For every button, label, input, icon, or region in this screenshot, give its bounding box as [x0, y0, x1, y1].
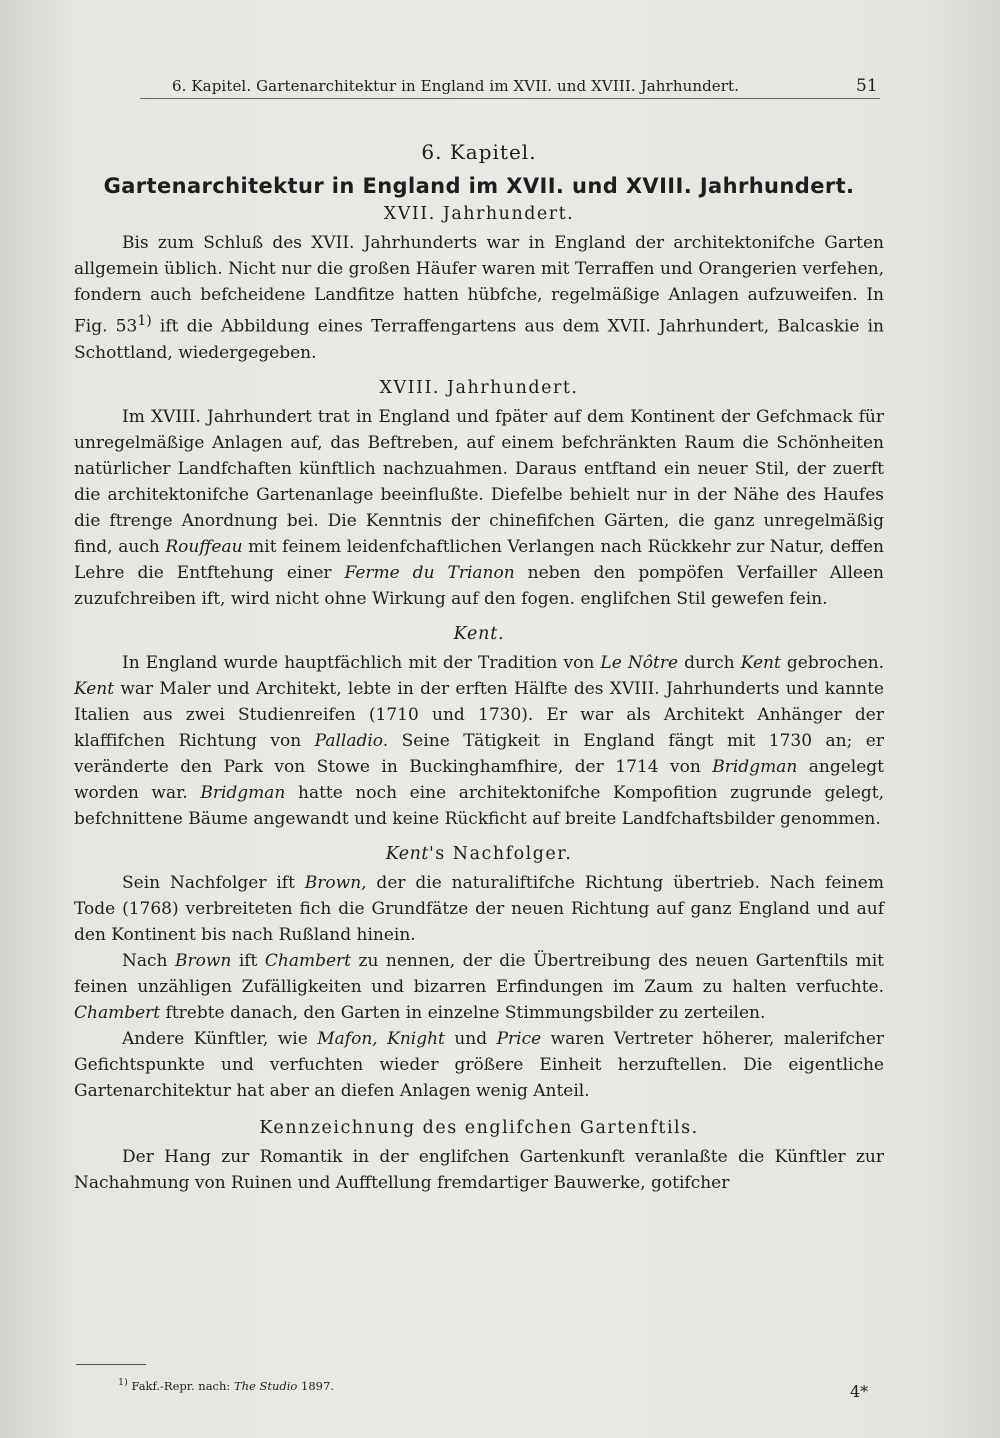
- text-run: Andere Künftler, wie: [122, 1028, 318, 1049]
- section-heading-xviii: XVIII. Jahrhundert.: [379, 377, 579, 398]
- chapter-title: Gartenarchitektur in England im XVII. und XVIII. Jahrhundert.: [103, 174, 855, 198]
- text-run: und: [444, 1028, 497, 1049]
- heading-name: Kent: [385, 843, 429, 864]
- footnote-year: 1897.: [301, 1378, 334, 1393]
- footnote-marker: 1): [118, 1377, 128, 1388]
- text-run: Im XVIII. Jahrhundert trat in England und fpäter auf dem Kontinent der Gefchmack für unregelmäßige Anlagen auf, das Beftreben, auf einem befchränkten Raum die Schönheiten natürlicher Landfchaften künftlich nachzuahmen. Daraus entftand ein neuer Stil, der zuerft die architektonifche Gartenanlage beeinflußte. Diefelbe behielt nur in der Nähe des Haufes die ftrenge Anordnung bei. Die Kenntnis der chinefifchen Gärten, die ganz unregelmäßig find, auch: [74, 406, 884, 557]
- paragraph-characteristics: Der Hang zur Romantik in der englifchen Gartenkunft veranlaßte die Künftler zur Nachahmung von Ruinen und Aufftellung fremdartiger Bauwerke, gotifcher: [74, 1146, 884, 1193]
- text-run: ftrebte danach, den Garten in einzelne Stimmungsbilder zu zerteilen.: [160, 1002, 766, 1023]
- footnote-text: Fakf.-Repr. nach:: [131, 1378, 231, 1393]
- person-name: Price: [496, 1028, 542, 1049]
- header-rule: [140, 98, 880, 99]
- text-run: mit feinem leidenfchaftlichen Verlangen nach Rückkehr zur Natur, deffen Lehre die Entftehung einer: [74, 536, 884, 583]
- main-text: [74, 140, 884, 1208]
- text-run: zu nennen, der die Übertreibung des neuen Gartenftils mit feinen unzähligen Zufälligkeiten und bizarren Erfindungen im Zaum zu halten verfuchte.: [74, 950, 884, 997]
- text-run: neben den pompöfen Verfailler Alleen zuzufchreiben ift, wird nicht ohne Wirkung auf den fogen. englifchen Stil gewefen fein.: [74, 562, 884, 609]
- text-run: ift die Abbildung eines Terraffengartens aus dem XVII. Jahrhundert, Balcaskie in Schottland, wiedergegeben.: [74, 316, 884, 363]
- paragraph-kent: [74, 650, 884, 832]
- text-run: Seine Tätigkeit in England fängt mit 1730 an; er veränderte den Park von Stowe in Buckinghamfhire, der 1714 von: [74, 730, 884, 777]
- paragraph-successors-3: [74, 1026, 884, 1104]
- footnote: [118, 1377, 334, 1393]
- person-name: Bridgman: [712, 756, 798, 777]
- text-run: hatte noch eine architektonifche Kompofition zugrunde gelegt, befchnittene Bäume angewandt und keine Rückficht auf breite Landfchaftsbilder genommen.: [74, 782, 885, 829]
- section-heading-xvii: XVII. Jahrhundert.: [383, 204, 575, 224]
- text-run: waren Vertreter höherer, malerifcher Gefichtspunkte und verfuchten wieder größere Einheit herzuftellen. Die eigentliche Gartenarchitektur hat aber an diefen Anlagen wenig Anteil.: [74, 1028, 885, 1101]
- person-name: Mafon,: [317, 1028, 378, 1049]
- person-name: Chambert: [264, 950, 351, 971]
- section-heading-successors: [74, 844, 884, 864]
- person-name: Brown,: [304, 872, 367, 893]
- person-name: Kent: [740, 652, 781, 673]
- text-run: In England wurde hauptfächlich mit der Tradition von: [122, 652, 601, 673]
- paragraph-successors-1: [74, 870, 884, 948]
- person-name: Chambert: [74, 1002, 161, 1023]
- place-name: Ferme du Trianon: [344, 562, 515, 583]
- text-run: der die naturaliftifche Richtung übertrieb. Nach feinem Tode (1768) verbreiteten fich die Grundfätze der neuen Richtung auf ganz England und auf den Kontinent bis nach Rußland hinein.: [74, 872, 884, 945]
- footnote-reference: 1): [137, 313, 152, 329]
- paragraph-successors-2: [74, 948, 884, 1026]
- chapter-number: 6. Kapitel.: [421, 140, 537, 164]
- footnote-rule: [76, 1364, 146, 1365]
- section-heading-kent: Kent.: [453, 623, 505, 644]
- text-run: gebrochen.: [780, 652, 884, 673]
- paragraph-xviii: [74, 404, 884, 612]
- person-name: Kent: [74, 678, 115, 699]
- text-run: Sein Nachfolger ift: [122, 872, 305, 893]
- paragraph-xvii: [74, 230, 884, 366]
- text-run: Nach: [122, 950, 175, 971]
- text-run: war Maler und Architekt, lebte in der erften Hälfte des XVIII. Jahrhunderts und kannte Italien aus zwei Studienreifen (1710 und 1730). Er war als Architekt Anhänger der klaffifchen Richtung von: [74, 678, 884, 751]
- signature-mark: 4*: [850, 1382, 869, 1401]
- person-name: Palladio.: [314, 730, 389, 751]
- person-name: Rouffeau: [165, 536, 243, 557]
- section-heading-characteristics: Kennzeichnung des englifchen Gartenftils.: [259, 1117, 699, 1138]
- text-run: ift: [231, 950, 265, 971]
- person-name: Brown: [174, 950, 232, 971]
- heading-rest: 's Nachfolger.: [428, 843, 573, 864]
- page-number: 51: [856, 76, 878, 96]
- footnote-source: The Studio: [233, 1378, 298, 1393]
- person-name: Bridgman: [200, 782, 286, 803]
- text-run: [378, 1029, 387, 1049]
- text-run: angelegt worden war.: [74, 756, 884, 803]
- person-name: Le Nôtre: [600, 652, 679, 673]
- text-run: Bis zum Schluß des XVII. Jahrhunderts war in England der architektonifche Garten allgemein üblich. Nicht nur die großen Häufer waren mit Terraffen und Orangerien verfehen, fondern auch befcheidene Landfitze hatten hübfche, regelmäßige Anlagen aufzuweifen. In Fig. 53: [74, 233, 884, 337]
- person-name: Knight: [387, 1028, 445, 1049]
- running-head: 6. Kapitel. Gartenarchitektur in England im XVII. und XVIII. Jahrhundert.: [172, 77, 740, 95]
- text-run: durch: [678, 652, 741, 673]
